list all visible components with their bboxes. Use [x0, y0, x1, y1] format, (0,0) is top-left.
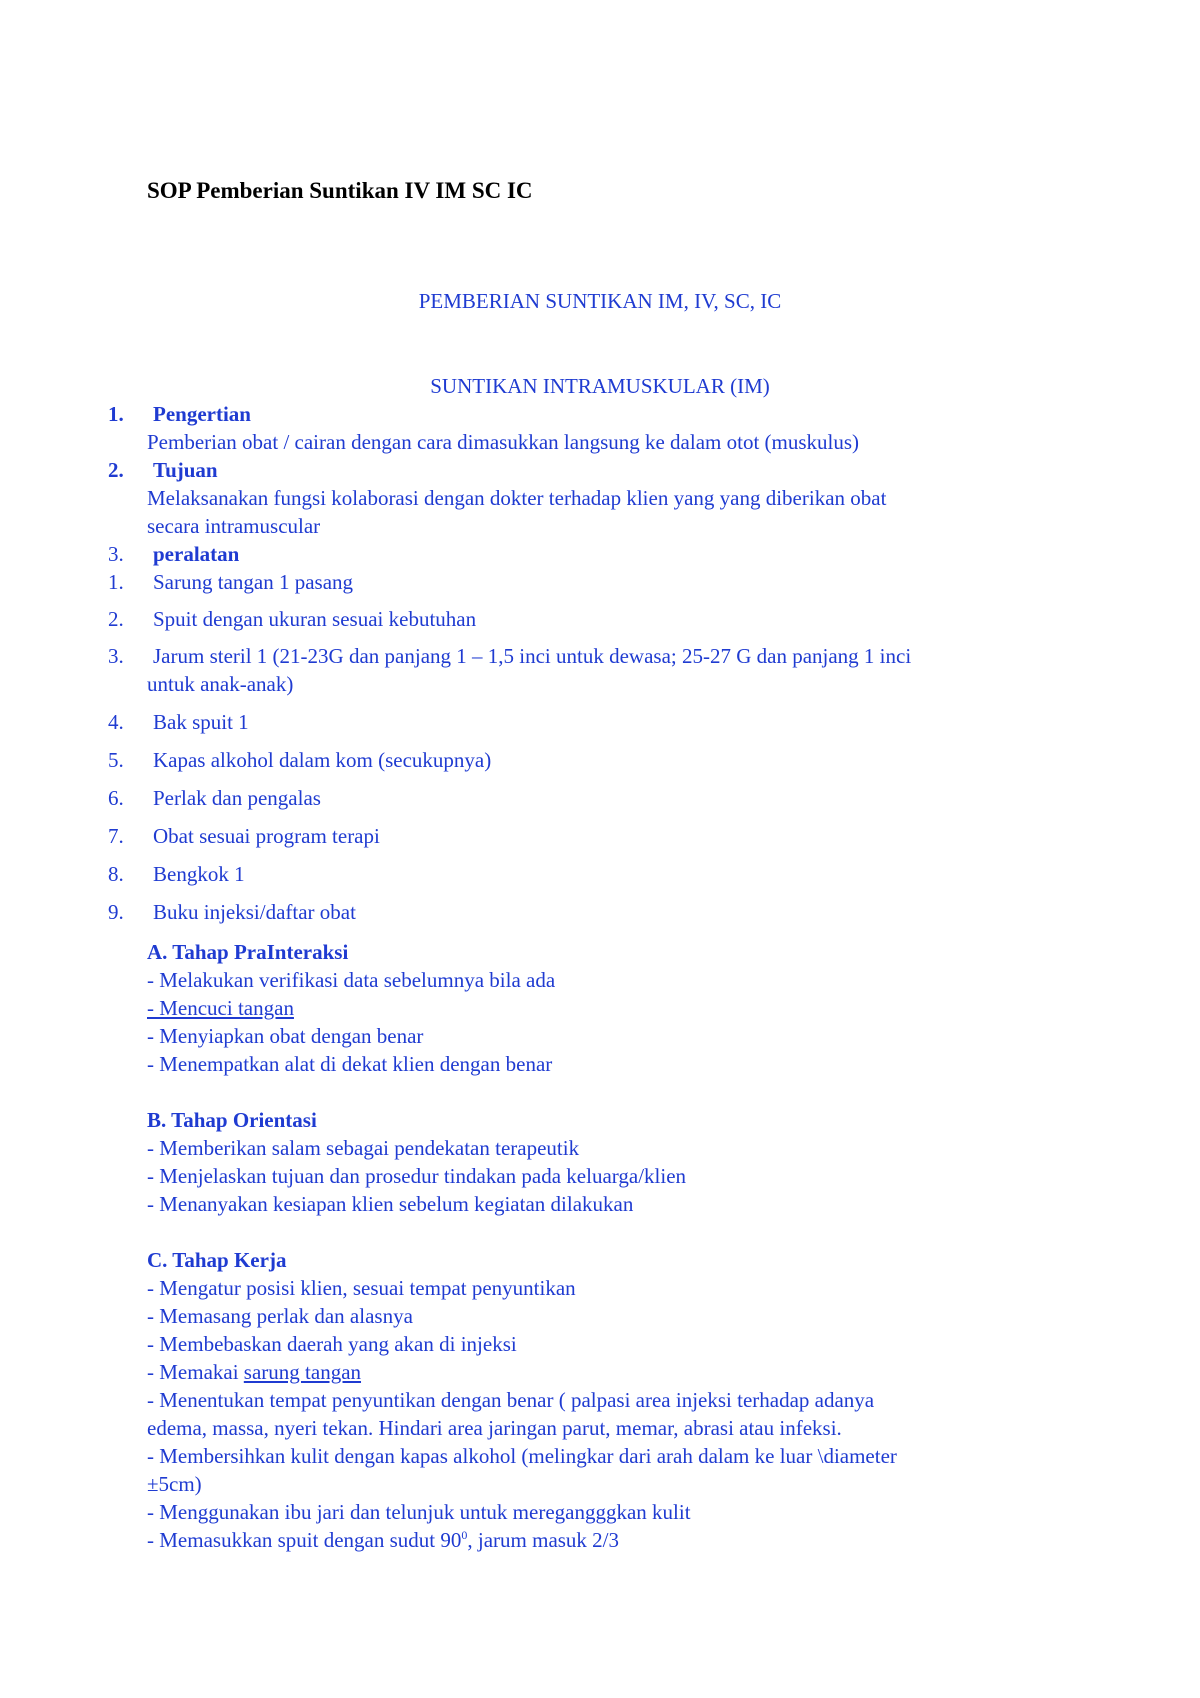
list-item-number: 1. [108, 570, 124, 594]
stage-c-item: - Menentukan tempat penyuntikan dengan benar ( palpasi area injeksi terhadap adanya [147, 1388, 875, 1412]
stage-c-heading: C. Tahap Kerja [147, 1248, 287, 1272]
stage-a-item: - Menyiapkan obat dengan benar [147, 1024, 424, 1048]
stage-b-item: - Memberikan salam sebagai pendekatan terapeutik [147, 1136, 580, 1160]
stage-c-item: - Mengatur posisi klien, sesuai tempat penyuntikan [147, 1276, 576, 1300]
stage-c-item: - Memasang perlak dan alasnya [147, 1304, 413, 1328]
stage-b-heading: B. Tahap Orientasi [147, 1108, 317, 1132]
list-item-number: 5. [108, 748, 124, 772]
sarung-tangan-link[interactable]: sarung tangan [243, 1360, 362, 1384]
list-item-number: 6. [108, 786, 124, 810]
list-item-number: 2. [108, 607, 124, 631]
list-item-number: 8. [108, 862, 124, 886]
stage-c-item-text: - Memasukkan spuit dengan sudut 90 [147, 1528, 462, 1552]
list-item: Sarung tangan 1 pasang [153, 570, 354, 594]
stage-c-item: - Membebaskan daerah yang akan di injeksi [147, 1332, 517, 1356]
section-label-pengertian: Pengertian [153, 402, 251, 426]
list-item-number: 9. [108, 900, 124, 924]
document-title: SOP Pemberian Suntikan IV IM SC IC [147, 178, 533, 203]
stage-a-item: - Melakukan verifikasi data sebelumnya bila ada [147, 968, 556, 992]
stage-c-item-text: , jarum masuk 2/3 [467, 1528, 620, 1552]
stage-c-item-continuation: ±5cm) [147, 1472, 202, 1496]
stage-c-item [147, 1527, 619, 1553]
main-heading: PEMBERIAN SUNTIKAN IM, IV, SC, IC [418, 289, 782, 313]
list-item: Buku injeksi/daftar obat [153, 900, 356, 924]
stage-b-item: - Menanyakan kesiapan klien sebelum kegiatan dilakukan [147, 1192, 634, 1216]
section-heading-im: SUNTIKAN INTRAMUSKULAR (IM) [430, 374, 770, 398]
section-number: 1. [108, 402, 124, 426]
list-item: Bak spuit 1 [153, 710, 249, 734]
list-item: Perlak dan pengalas [153, 786, 321, 810]
list-item-number: 4. [108, 710, 124, 734]
stage-a-item-link[interactable]: - Mencuci tangan [147, 996, 294, 1020]
list-item-number: 7. [108, 824, 124, 848]
section-number: 3. [108, 542, 124, 566]
section-number: 2. [108, 458, 124, 482]
list-item: Bengkok 1 [153, 862, 245, 886]
stage-a-item: - Menempatkan alat di dekat klien dengan benar [147, 1052, 553, 1076]
stage-c-item-continuation: edema, massa, nyeri tekan. Hindari area jaringan parut, memar, abrasi atau infeksi. [147, 1416, 842, 1440]
stage-b-item: - Menjelaskan tujuan dan prosedur tindakan pada keluarga/klien [147, 1164, 687, 1188]
list-item: Jarum steril 1 (21-23G dan panjang 1 – 1,5 inci untuk dewasa; 25-27 G dan panjang 1 inci [153, 644, 912, 668]
section-label-peralatan: peralatan [153, 542, 240, 566]
pengertian-text: Pemberian obat / cairan dengan cara dimasukkan langsung ke dalam otot (muskulus) [147, 430, 860, 454]
list-item-continuation: untuk anak-anak) [147, 672, 294, 696]
stage-a-heading: A. Tahap PraInteraksi [147, 940, 349, 964]
list-item-number: 3. [108, 644, 124, 668]
tujuan-text-line2: secara intramuscular [147, 514, 321, 538]
stage-c-item-text: - Memakai [147, 1360, 244, 1384]
list-item: Spuit dengan ukuran sesuai kebutuhan [153, 607, 477, 631]
list-item: Obat sesuai program terapi [153, 824, 380, 848]
list-item: Kapas alkohol dalam kom (secukupnya) [153, 748, 492, 772]
degree-superscript: 0 [461, 1528, 468, 1542]
stage-c-item: - Menggunakan ibu jari dan telunjuk untuk meregangggkan kulit [147, 1500, 691, 1524]
section-label-tujuan: Tujuan [153, 458, 218, 482]
stage-c-item: - Membersihkan kulit dengan kapas alkohol (melingkar dari arah dalam ke luar \diameter [147, 1444, 897, 1468]
tujuan-text-line1: Melaksanakan fungsi kolaborasi dengan dokter terhadap klien yang yang diberikan obat [147, 486, 887, 510]
stage-c-item [147, 1359, 361, 1385]
